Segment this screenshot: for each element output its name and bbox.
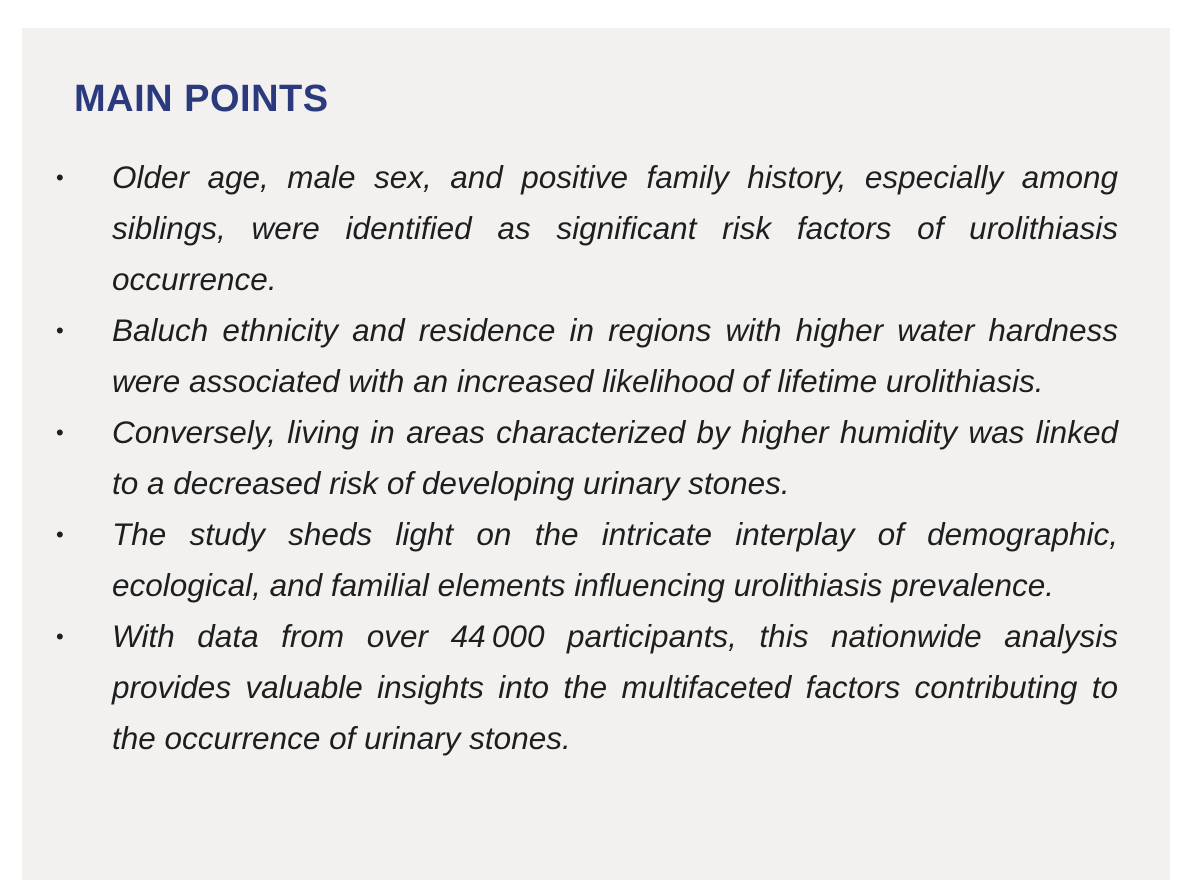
list-item bbox=[22, 509, 1170, 611]
bullet-icon: • bbox=[56, 420, 64, 445]
point-text: The study sheds light on the intricate interplay of demographic, ecological, and familial elements influencing urolithiasis prevalence. bbox=[112, 516, 1118, 603]
list-item bbox=[22, 152, 1170, 305]
main-points-title: MAIN POINTS bbox=[74, 78, 329, 120]
main-points-box bbox=[22, 28, 1170, 880]
bullet-icon: • bbox=[56, 624, 64, 649]
list-item bbox=[22, 611, 1170, 764]
list-item bbox=[22, 305, 1170, 407]
point-text: Conversely, living in areas characterized by higher humidity was linked to a decreased risk of developing urinary stones. bbox=[112, 414, 1118, 501]
point-text: Baluch ethnicity and residence in regions with higher water hardness were associated with an increased likelihood of lifetime urolithiasis. bbox=[112, 312, 1118, 399]
point-text: Older age, male sex, and positive family history, especially among siblings, were identified as significant risk factors of urolithiasis occurrence. bbox=[112, 159, 1118, 297]
list-item bbox=[22, 407, 1170, 509]
bullet-icon: • bbox=[56, 165, 64, 190]
main-points-list bbox=[22, 152, 1170, 764]
bullet-icon: • bbox=[56, 522, 64, 547]
point-text: With data from over 44 000 participants, this nationwide analysis provides valuable insights into the multifaceted factors contributing to the occurrence of urinary stones. bbox=[112, 618, 1118, 756]
bullet-icon: • bbox=[56, 318, 64, 343]
